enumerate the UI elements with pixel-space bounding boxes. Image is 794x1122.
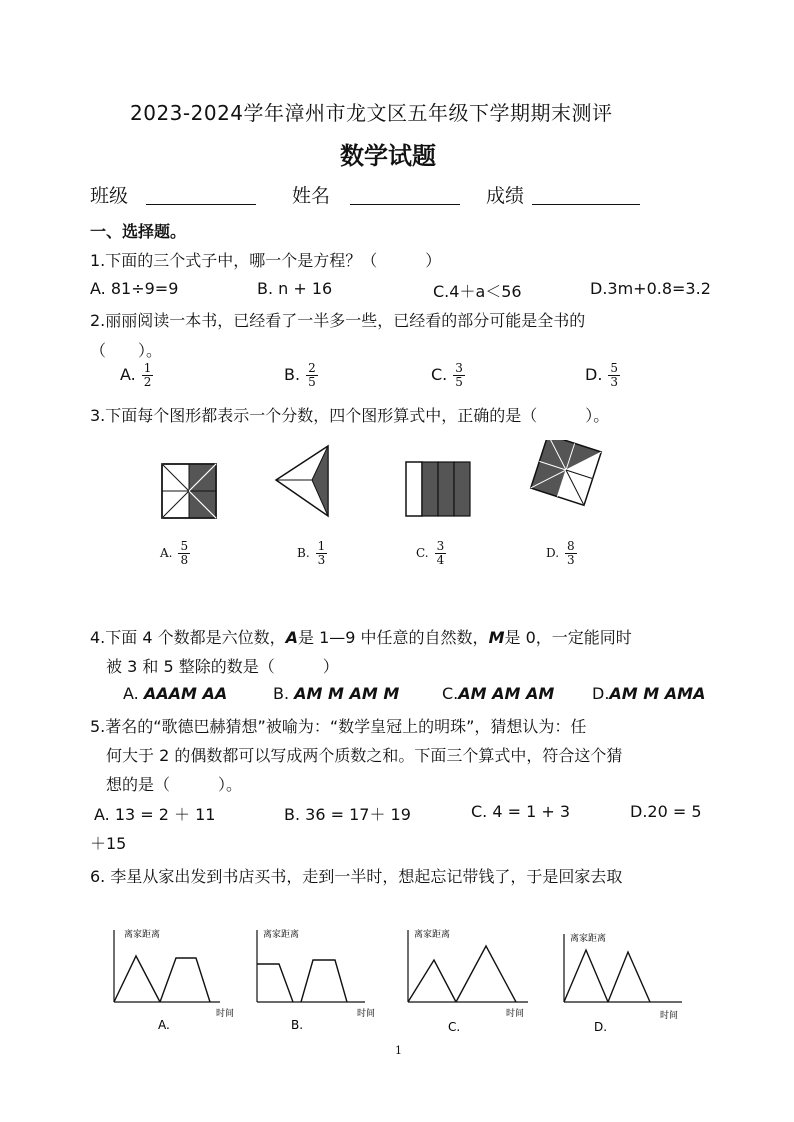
q2-option-c: C. $\frac{3}{5}$ — [431, 361, 463, 389]
name-label: 姓名 — [292, 185, 331, 207]
q4-option-b: B. AM M AM M — [273, 684, 400, 703]
q5-line1: 5.著名的“歌德巴赫猜想”被喻为：“数学皇冠上的明珠”，猜想认为：任 — [90, 717, 587, 736]
q4-option-c: C.AM AM AM — [442, 684, 555, 703]
q2-option-a: A. $\frac{1}{2}$ — [120, 361, 152, 389]
q3-option-d: D. $\frac{8}{3}$ — [546, 539, 575, 567]
q1-option-d: D.3m+0.8=3.2 — [590, 279, 711, 298]
q5-option-c: C. 4 = 1 + 3 — [471, 802, 571, 821]
q3-figures — [150, 440, 630, 530]
q6-stem: 6. 李星从家出发到书店买书，走到一半时，想起忘记带钱了，于是回家去取 — [90, 867, 623, 886]
q6-c-label: C. — [448, 1020, 461, 1034]
section-heading: 一、选择题。 — [90, 222, 187, 241]
figure-a-square — [162, 464, 216, 518]
q5-line3: 想的是（ ）。 — [106, 775, 243, 794]
figure-c-rectangle — [406, 462, 470, 516]
q6-graph-c — [398, 922, 538, 1037]
class-label: 班级 — [90, 185, 129, 207]
q1-stem: 1.下面的三个式子中，哪一个是方程？（ ） — [90, 251, 442, 270]
q1-option-b: B. n + 16 — [257, 279, 333, 298]
score-blank[interactable] — [532, 204, 640, 205]
q2-option-d: D. $\frac{5}{3}$ — [585, 361, 619, 389]
q3-option-c: C. $\frac{3}{4}$ — [416, 539, 445, 567]
q2-stem-line2: （ ）。 — [90, 341, 163, 360]
figure-d-square — [531, 440, 602, 505]
q5-line2: 何大于 2 的偶数都可以写成两个质数之和。下面三个算式中，符合这个猜 — [106, 746, 623, 765]
q6-a-xlabel: 时间 — [216, 1009, 235, 1019]
q6-d-ylabel: 离家距离 — [570, 934, 607, 944]
q5-option-b: B. 36 = 17＋ 19 — [284, 805, 411, 824]
q5-option-d: D.20 = 5 — [630, 802, 702, 821]
page-title: 2023-2024学年漳州市龙文区五年级下学期期末测评 — [130, 101, 613, 125]
q6-b-ylabel: 离家距离 — [263, 930, 300, 940]
q6-c-xlabel: 时间 — [506, 1009, 525, 1019]
q4-stem-line1: 4.下面 4 个数都是六位数，A是 1—9 中任意的自然数，M是 0，一定能同时 — [90, 628, 632, 647]
q2-stem-line1: 2.丽丽阅读一本书，已经看了一半多一些，已经看的部分可能是全书的 — [90, 311, 586, 330]
name-blank[interactable] — [350, 204, 460, 205]
q5-option-d-cont: ＋15 — [90, 834, 127, 853]
q6-d-xlabel: 时间 — [660, 1011, 679, 1021]
q2-option-b: B. $\frac{2}{5}$ — [284, 361, 316, 389]
q5-option-a: A. 13 = 2 ＋ 11 — [94, 805, 216, 824]
q3-stem: 3.下面每个图形都表示一个分数，四个图形算式中，正确的是（ ）。 — [90, 406, 610, 425]
q6-graph-b — [245, 922, 385, 1037]
q4-option-d: D.AM M AMA — [592, 684, 706, 703]
q3-option-b: B. $\frac{1}{3}$ — [297, 539, 326, 567]
q6-b-label: B. — [291, 1018, 304, 1032]
class-blank[interactable] — [146, 204, 256, 205]
page-subtitle: 数学试题 — [340, 142, 436, 170]
q6-a-label: A. — [158, 1018, 170, 1032]
score-label: 成绩 — [486, 185, 525, 207]
q6-b-xlabel: 时间 — [357, 1009, 376, 1019]
q4-stem-line2: 被 3 和 5 整除的数是（ ） — [106, 657, 339, 676]
q6-d-label: D. — [594, 1020, 608, 1034]
page-number: 1 — [395, 1044, 402, 1057]
q1-option-c: C.4＋a＜56 — [433, 282, 522, 301]
q6-a-ylabel: 离家距离 — [124, 930, 161, 940]
q6-c-ylabel: 离家距离 — [414, 930, 451, 940]
q3-option-a: A. $\frac{5}{8}$ — [160, 539, 189, 567]
q6-graph-d — [552, 922, 692, 1037]
figure-b-triangle — [276, 446, 328, 516]
q4-option-a: A. AAAM AA — [123, 684, 228, 703]
q6-graph-a — [100, 922, 240, 1037]
q1-option-a: A. 81÷9=9 — [90, 279, 179, 298]
